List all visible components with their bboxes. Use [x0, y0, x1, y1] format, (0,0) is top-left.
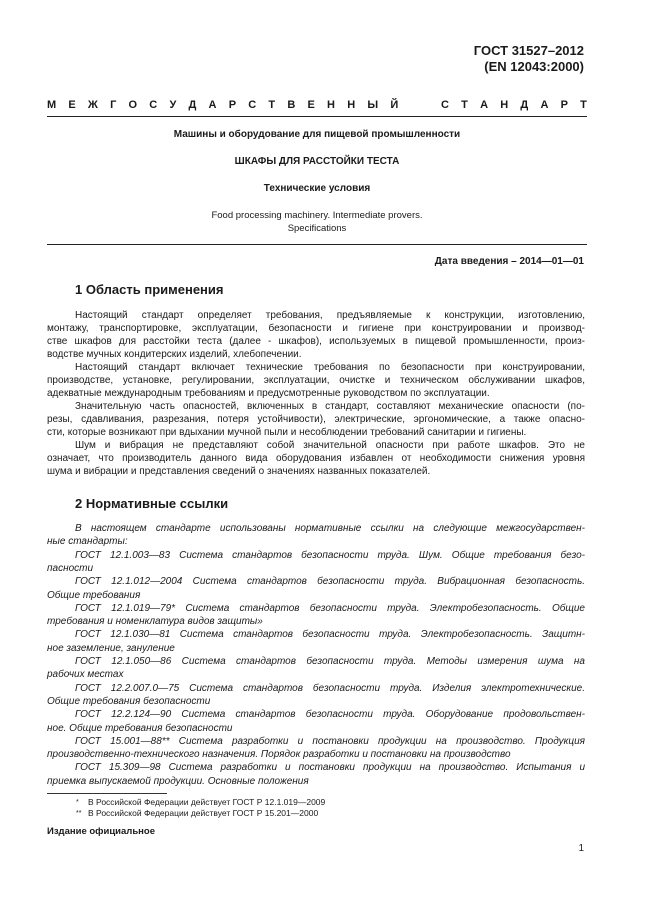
- effective-date: Дата введения – 2014—01—01: [434, 256, 584, 267]
- reference-line: Общие требования: [47, 589, 141, 601]
- reference-line: ное заземление, зануление: [47, 642, 175, 654]
- text-line: означает, что производитель данного вида оборудования избавлен от необходимости снижения уровня: [47, 453, 585, 464]
- standard-type-letter: Е: [307, 99, 315, 111]
- standard-type-letter: А: [540, 99, 549, 111]
- standard-type-letter: Д: [520, 99, 529, 111]
- document-number-block: [474, 43, 584, 75]
- standard-type-letter: Ы: [367, 99, 379, 111]
- footnote-text: В Российской Федерации действует ГОСТ Р 15.201—2000: [88, 808, 319, 818]
- standard-type-letter: А: [480, 99, 489, 111]
- standard-type-letter: [410, 99, 413, 111]
- footnote-text: В Российской Федерации действует ГОСТ Р 12.1.019—2009: [88, 797, 326, 807]
- reference-line: приемка выпускаемой продукции. Основные положения: [47, 775, 309, 787]
- footnote-mark: **: [76, 810, 82, 817]
- footnote-mark: *: [76, 799, 79, 806]
- standard-type-letter: М: [47, 99, 57, 111]
- text-line: Шум и вибрация не представляют собой значительной опасности при работе шкафов. Это не: [75, 440, 585, 451]
- standard-type-letter: Д: [188, 99, 197, 111]
- reference-line: ГОСТ 12.1.050—86 Система стандартов безопасности труда. Методы измерения шума на: [75, 656, 585, 667]
- reference-line: Общие требования безопасности: [47, 695, 211, 707]
- document-number: ГОСТ 31527–2012: [473, 43, 584, 58]
- text-line: стве шкафов для расстойки теста (далее - шкафов), используемых в пищевой промышленности, произ-: [47, 336, 585, 347]
- reference-line: ное. Общие требования безопасности: [47, 722, 233, 734]
- main-title: ШКАФЫ ДЛЯ РАССТОЙКИ ТЕСТА: [234, 156, 400, 167]
- standard-type-heading: [47, 99, 587, 111]
- reference-line: производственно-технического назначения. Порядок разработки и постановки на производство: [47, 749, 511, 761]
- text-line: шума и вибрации и представления сведений о значениях названных показателей.: [47, 466, 431, 477]
- footnote: [76, 797, 325, 808]
- standard-type-letter: С: [440, 99, 449, 111]
- text-line: Настоящий стандарт определяет требования, предъявляемые к конструкции, изготовлению,: [75, 310, 585, 321]
- standard-type-letter: У: [169, 99, 177, 111]
- standard-type-letter: Е: [68, 99, 76, 111]
- standard-type-letter: А: [208, 99, 217, 111]
- page-number: 1: [578, 843, 584, 854]
- text-line: адекватные международным требованиям и предусмотренные руководством по эксплуатации.: [47, 388, 490, 399]
- reference-line: ГОСТ 12.2.007.0—75 Система стандартов безопасности труда. Изделия электротехнические.: [75, 682, 585, 694]
- reference-line: ГОСТ 12.2.124—90 Система стандартов безопасности труда. Оборудование продовольствен-: [75, 709, 585, 721]
- category-title: Машины и оборудование для пищевой промышленности: [173, 129, 461, 140]
- standard-type-letter: [426, 99, 429, 111]
- standard-type-letter: Т: [580, 99, 587, 111]
- header-rule: [47, 116, 587, 117]
- standard-type-letter: С: [149, 99, 158, 111]
- standard-type-letter: Н: [327, 99, 335, 111]
- standard-type-letter: С: [248, 99, 257, 111]
- text-line: сти, которые возникают при вдыхании мучной пыли и несоблюдении требований санитарии и гигиены.: [47, 427, 527, 438]
- reference-line: ГОСТ 15.309—98 Система разработки и постановки продукции на производство. Испытания и: [75, 762, 585, 774]
- text-line: монтажу, транспортировке, эксплуатации, безопасности и гигиене при конструировании и производ-: [47, 323, 585, 334]
- reference-line: ГОСТ 12.1.012—2004 Система стандартов безопасности труда. Вибрационная безопасность.: [75, 576, 585, 588]
- reference-line: В настоящем стандарте использованы нормативные ссылки на следующие межгосударствен-: [75, 523, 585, 534]
- footnote-rule: [47, 793, 167, 794]
- subtitle: Технические условия: [263, 183, 371, 194]
- text-line: резы, сдавливания, разрезания, потеря устойчивости), электрические, эргономические, а также опасно-: [47, 414, 585, 425]
- standard-type-letter: Н: [347, 99, 356, 111]
- title-rule: [47, 244, 587, 245]
- english-title-line1: Food processing machinery. Intermediate provers.: [211, 210, 423, 221]
- section1-heading: 1 Область применения: [75, 282, 224, 297]
- reference-line: ГОСТ 15.001—88** Система разработки и постановки продукции на производство. Продукция: [75, 735, 585, 747]
- standard-type-letter: В: [287, 99, 296, 111]
- text-line: водстве мучных кондитерских изделий, хлебопечении.: [47, 349, 302, 360]
- reference-line: ГОСТ 12.1.003—83 Система стандартов безопасности труда. Шум. Общие требования безо-: [75, 549, 585, 561]
- standard-type-letter: Г: [110, 99, 117, 111]
- english-title-line2: Specifications: [287, 223, 347, 234]
- reference-line: требования и номенклатура видов защиты»: [47, 616, 263, 628]
- standard-type-letter: Р: [560, 99, 568, 111]
- standard-type-letter: Т: [461, 99, 468, 111]
- standard-type-letter: Р: [228, 99, 237, 111]
- text-line: Настоящий стандарт включает технические требования по безопасности при конструировании,: [75, 362, 585, 373]
- standard-type-letter: Т: [268, 99, 276, 111]
- reference-line: ГОСТ 12.1.019—79* Система стандартов безопасности труда. Электробезопасность. Общие: [75, 602, 585, 614]
- text-line: производстве, установке, регулировании, эксплуатации, очистке и техническом обслуживании шкафов,: [47, 375, 585, 386]
- footnote: [76, 808, 318, 819]
- standard-type-letter: Й: [390, 99, 399, 111]
- section2-heading: 2 Нормативные ссылки: [75, 496, 229, 511]
- official-edition-label: Издание официальное: [47, 826, 155, 837]
- standard-type-letter: О: [128, 99, 138, 111]
- reference-line: ные стандарты:: [47, 536, 128, 548]
- standard-type-letter: Ж: [87, 99, 98, 111]
- reference-line: рабочих местах: [47, 669, 124, 681]
- reference-line: ГОСТ 12.1.030—81 Система стандартов безопасности труда. Электробезопасность. Защитн-: [75, 629, 585, 641]
- document-number-en: (EN 12043:2000): [484, 59, 584, 74]
- text-line: Значительную часть опасностей, включенных в стандарт, составляют механические опасности (по-: [75, 401, 585, 412]
- standard-type-letter: Н: [500, 99, 509, 111]
- reference-line: пасности: [47, 562, 94, 574]
